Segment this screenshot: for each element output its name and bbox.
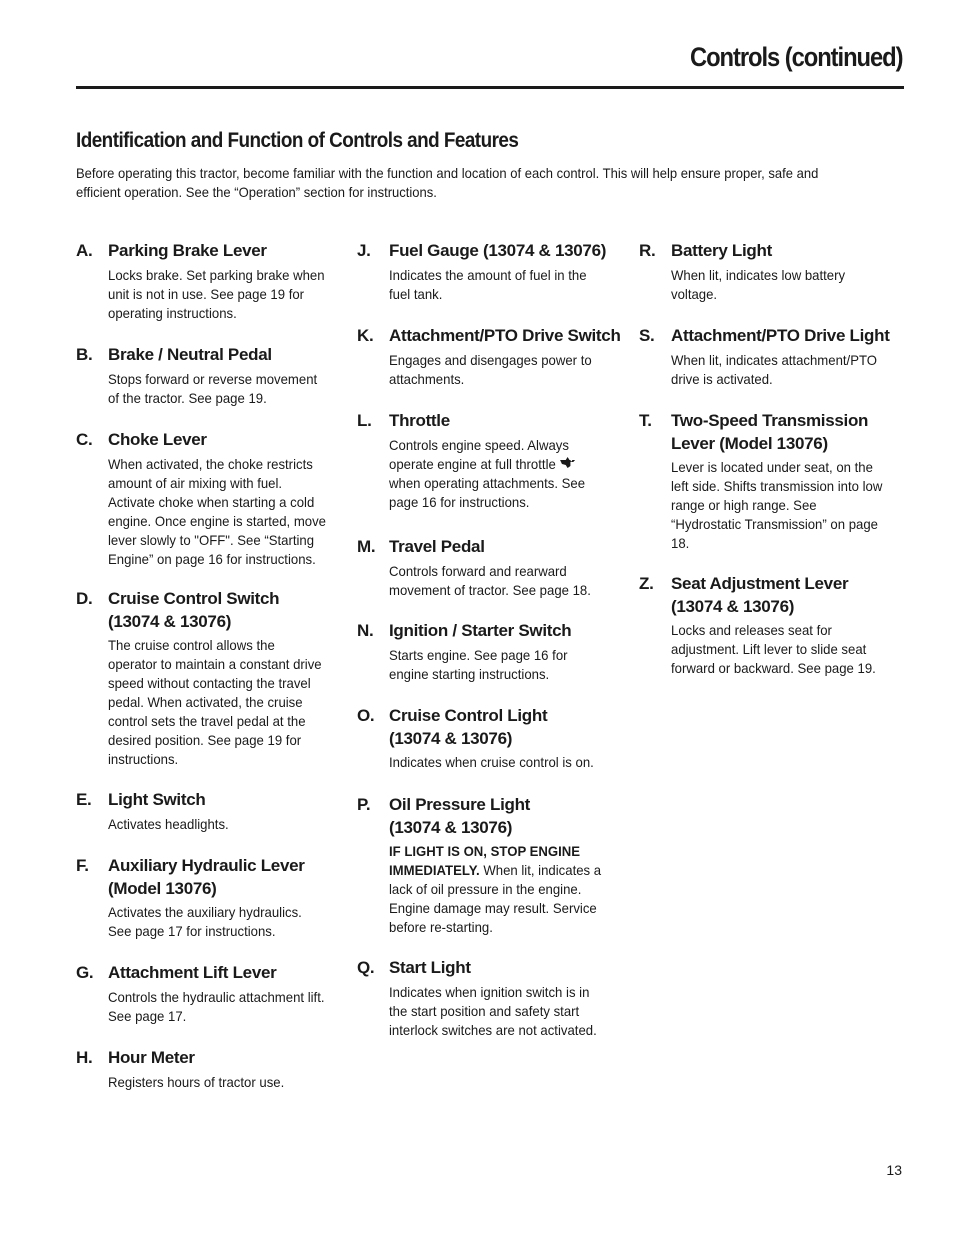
item-title: Auxiliary Hydraulic Lever (Model 13076): [108, 856, 305, 898]
item-choke-lever: [76, 429, 351, 569]
item-description: Lever is located under seat, on the left side. Shifts transmission into low range or high range. See “Hydrostatic Transmission” on page 18.: [671, 459, 883, 551]
item-description: Indicates when ignition switch is in the start position and safety start interlock switches are not activated.: [389, 983, 597, 1038]
item-attachment-pto-drive-light: [639, 325, 914, 389]
item-description: Registers hours of tractor use.: [108, 1073, 285, 1090]
oil-warning-text: IF LIGHT IS ON, STOP ENGINE IMMEDIATELY.: [389, 843, 581, 878]
item-letter: K.: [357, 326, 374, 345]
item-ignition-starter-switch: [357, 620, 632, 684]
item-hour-meter: [76, 1047, 351, 1092]
rabbit-fast-icon: [560, 455, 577, 474]
item-title: Attachment/PTO Drive Light: [671, 326, 890, 345]
item-travel-pedal: [357, 536, 632, 600]
item-cruise-control-light: [357, 705, 632, 772]
item-letter: G.: [76, 963, 94, 982]
item-letter: T.: [639, 411, 652, 430]
item-oil-pressure-light: [357, 794, 632, 937]
item-letter: H.: [76, 1048, 93, 1067]
item-letter: Z.: [639, 574, 654, 593]
intro-paragraph: Before operating this tractor, become familiar with the function and location of each control. This will help ensure proper, safe and efficient operation. See the “Operation” section for instructions.: [76, 165, 819, 200]
item-seat-adjustment-lever: [639, 573, 914, 678]
item-letter: B.: [76, 345, 93, 364]
item-description: Controls forward and rearward movement of tractor. See page 18.: [389, 562, 591, 598]
item-letter: M.: [357, 537, 376, 556]
item-letter: R.: [639, 241, 656, 260]
item-letter: D.: [76, 589, 93, 608]
item-title: Throttle: [389, 411, 450, 430]
item-description: When activated, the choke restricts amount of air mixing with fuel. Activate choke when starting a cold engine. Once engine is started, move lever slowly to "OFF". See “Starting Engine” on page 16 for instructions.: [108, 455, 327, 567]
item-letter: J.: [357, 241, 371, 260]
item-title: Hour Meter: [108, 1048, 195, 1067]
item-description: Stops forward or reverse movement of the tractor. See page 19.: [108, 370, 318, 406]
item-description: Engages and disengages power to attachments.: [389, 351, 592, 387]
item-description: The cruise control allows the operator to maintain a constant drive speed without contacting the travel pedal. When activated, the cruise control sets the travel pedal at the desired position. See page 19 for instructions.: [108, 637, 322, 767]
item-auxiliary-hydraulic-lever: [76, 855, 351, 941]
item-letter: S.: [639, 326, 655, 345]
item-cruise-control-switch: [76, 588, 351, 769]
item-letter: Q.: [357, 958, 375, 977]
item-letter: O.: [357, 706, 375, 725]
item-light-switch: [76, 789, 351, 834]
item-title: Travel Pedal: [389, 537, 485, 556]
item-two-speed-transmission-lever: [639, 410, 914, 553]
item-throttle: [357, 410, 632, 512]
item-letter: A.: [76, 241, 93, 260]
item-title: Seat Adjustment Lever (13074 & 13076): [671, 574, 849, 616]
item-title: Two-Speed Transmission Lever (Model 13076): [671, 411, 869, 453]
item-description: [389, 436, 629, 513]
item-description: When lit, indicates low battery voltage.: [671, 266, 846, 302]
item-start-light: [357, 957, 632, 1040]
item-title: Attachment Lift Lever: [108, 963, 277, 982]
item-title: Attachment/PTO Drive Switch: [389, 326, 621, 345]
item-title: Cruise Control Light (13074 & 13076): [389, 706, 548, 748]
item-title: Cruise Control Switch (13074 & 13076): [108, 589, 280, 631]
item-title: Ignition / Starter Switch: [389, 621, 572, 640]
item-letter: E.: [76, 790, 92, 809]
item-description: [389, 842, 629, 937]
item-title: Fuel Gauge (13074 & 13076): [389, 241, 607, 260]
throttle-desc-start: Controls engine speed. Always operate engine at full throttle: [389, 436, 569, 472]
item-description: Indicates the amount of fuel in the fuel tank.: [389, 266, 587, 302]
item-title: Light Switch: [108, 790, 206, 809]
item-title: Choke Lever: [108, 430, 207, 449]
item-brake-neutral-pedal: [76, 344, 351, 408]
throttle-desc-end: when operating attachments. See page 16 for instructions.: [389, 475, 586, 511]
item-title: Oil Pressure Light (13074 & 13076): [389, 795, 531, 837]
item-description: Locks and releases seat for adjustment. Lift lever to slide seat forward or backward. See page 19.: [671, 622, 876, 676]
item-parking-brake-lever: [76, 240, 351, 323]
item-description: Activates headlights.: [108, 815, 229, 832]
item-letter: C.: [76, 430, 93, 449]
page-number: 13: [886, 1162, 902, 1178]
item-attachment-pto-drive-switch: [357, 325, 632, 389]
header-rule: [76, 86, 904, 89]
section-heading: Identification and Function of Controls and Features: [76, 129, 519, 152]
item-letter: L.: [357, 411, 372, 430]
page-title: Controls (continued): [689, 42, 902, 72]
item-description: Controls the hydraulic attachment lift. See page 17.: [108, 988, 325, 1024]
oil-desc-text: When lit, indicates a lack of oil pressure in the engine. Engine damage may result. Service before re-starting.: [389, 862, 602, 935]
item-title: Parking Brake Lever: [108, 241, 267, 260]
item-letter: N.: [357, 621, 374, 640]
item-description: Activates the auxiliary hydraulics. See page 17 for instructions.: [108, 904, 302, 939]
item-title: Start Light: [389, 958, 471, 977]
item-fuel-gauge: [357, 240, 632, 304]
item-description: Starts engine. See page 16 for engine starting instructions.: [389, 646, 568, 682]
item-attachment-lift-lever: [76, 962, 351, 1026]
item-letter: P.: [357, 795, 371, 814]
item-description: When lit, indicates attachment/PTO drive is activated.: [671, 351, 878, 387]
item-title: Brake / Neutral Pedal: [108, 345, 272, 364]
item-title: Battery Light: [671, 241, 772, 260]
item-description: Indicates when cruise control is on.: [389, 754, 594, 770]
item-letter: F.: [76, 856, 89, 875]
item-description: Locks brake. Set parking brake when unit is not in use. See page 19 for operating instructions.: [108, 266, 325, 321]
item-battery-light: [639, 240, 914, 304]
